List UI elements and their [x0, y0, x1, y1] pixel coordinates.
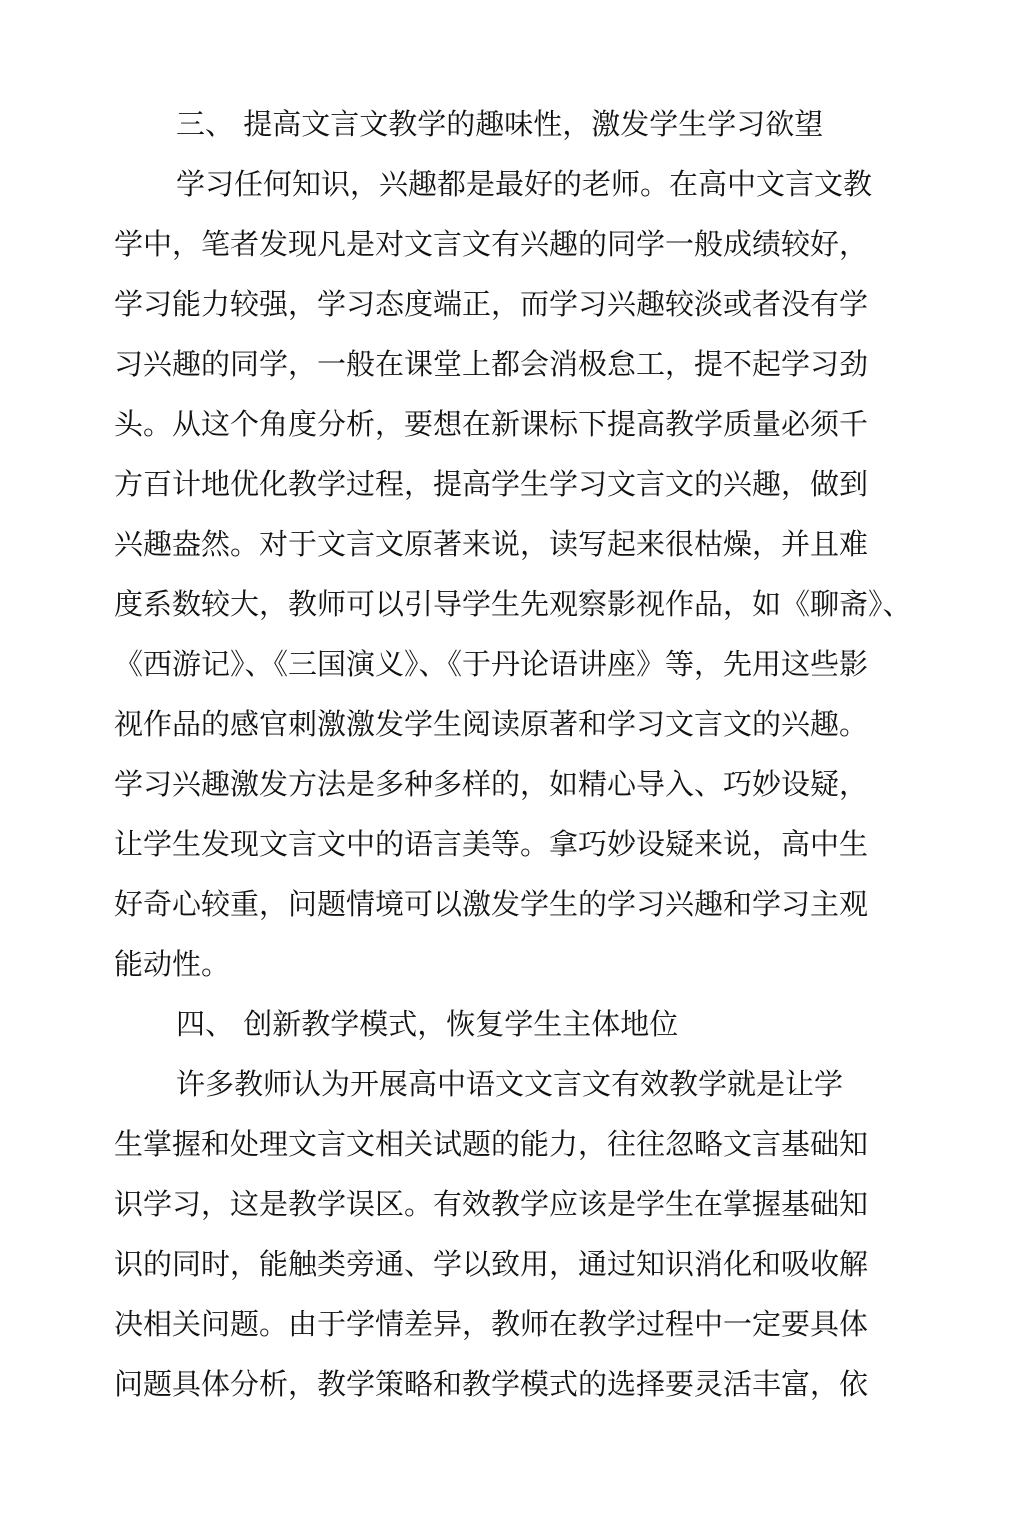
paragraph-line: 视作品的感官刺激激发学生阅读原著和学习文言文的兴趣。 — [114, 707, 869, 741]
paragraph-line: 生掌握和处理文言文相关试题的能力，往往忽略文言基础知 — [114, 1127, 869, 1161]
paragraph-line: 能动性。 — [114, 947, 231, 981]
paragraph-line: 方百计地优化教学过程，提高学生学习文言文的兴趣，做到 — [114, 467, 869, 501]
paragraph-line: 度系数较大，教师可以引导学生先观察影视作品，如《聊斋》、 — [114, 587, 912, 621]
paragraph-line: 学习能力较强，学习态度端正，而学习兴趣较淡或者没有学 — [114, 287, 869, 321]
paragraph-line: 《西游记》、《三国演义》、《于丹论语讲座》等，先用这些影 — [114, 647, 869, 681]
paragraph-line: 许多教师认为开展高中语文文言文有效教学就是让学 — [176, 1067, 844, 1101]
paragraph-line: 好奇心较重，问题情境可以激发学生的学习兴趣和学习主观 — [114, 887, 869, 921]
section-heading-4: 四、 创新教学模式，恢复学生主体地位 — [176, 1007, 679, 1041]
section-heading-3: 三、 提高文言文教学的趣味性，激发学生学习欲望 — [176, 107, 824, 141]
paragraph-line: 学中，笔者发现凡是对文言文有兴趣的同学一般成绩较好， — [114, 227, 869, 261]
paragraph-line: 头。从这个角度分析，要想在新课标下提高教学质量必须千 — [114, 407, 869, 441]
paragraph-line: 学习任何知识，兴趣都是最好的老师。在高中文言文教 — [176, 167, 873, 201]
paragraph-line: 决相关问题。由于学情差异，教师在教学过程中一定要具体 — [114, 1307, 869, 1341]
paragraph-line: 习兴趣的同学，一般在课堂上都会消极怠工，提不起学习劲 — [114, 347, 869, 381]
paragraph-line: 让学生发现文言文中的语言美等。拿巧妙设疑来说，高中生 — [114, 827, 869, 861]
paragraph-line: 识学习，这是教学误区。有效教学应该是学生在掌握基础知 — [114, 1187, 869, 1221]
paragraph-line: 问题具体分析，教学策略和教学模式的选择要灵活丰富，依 — [114, 1367, 869, 1401]
paragraph-line: 学习兴趣激发方法是多种多样的，如精心导入、巧妙设疑， — [114, 767, 869, 801]
paragraph-line: 兴趣盎然。对于文言文原著来说，读写起来很枯燥，并且难 — [114, 527, 869, 561]
paragraph-line: 识的同时，能触类旁通、学以致用，通过知识消化和吸收解 — [114, 1247, 869, 1281]
